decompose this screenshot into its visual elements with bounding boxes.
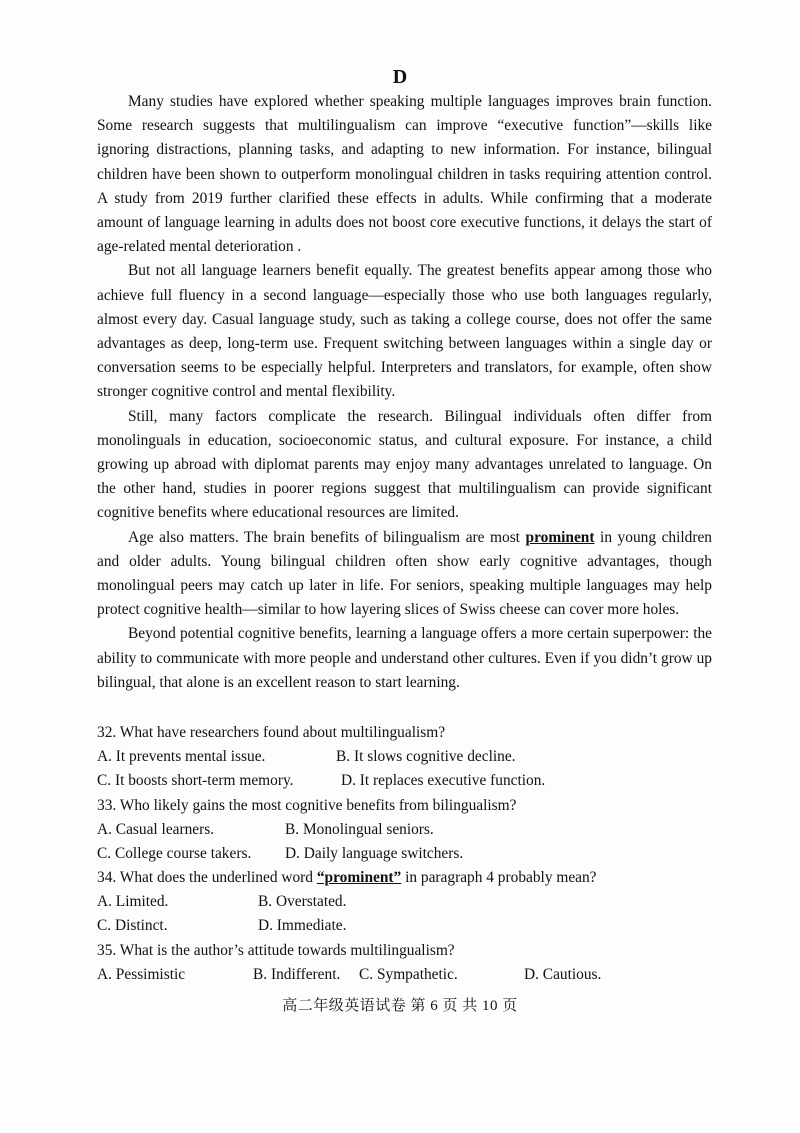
option-c: C. College course takers. [97, 845, 252, 862]
underlined-word: prominent [525, 528, 595, 546]
option-d: D. Cautious. [524, 966, 602, 983]
option-c: C. Distinct. [97, 917, 168, 934]
question-stem: 35. What is the author’s attitude towards multilingualism? [97, 942, 455, 959]
passage-paragraph-3: Still, many factors complicate the research. Bilingual individuals often differ from monolinguals in education, socioeconomic status, and cultural exposure. For instance, a child growing up abroad with diplomat parents may enjoy many advantages unrelated to language. On the other hand, studies in poorer regions suggest that multilingualism can provide significant cognitive benefits where educational resources are limited. [97, 407, 712, 522]
passage-paragraph-5: Beyond potential cognitive benefits, learning a language offers a more certain superpower: the ability to communicate with more people and understand other cultures. Even if you didn’t grow up bilingual, that alone is an excellent reason to start learning. [97, 625, 712, 691]
passage-paragraph-1: Many studies have explored whether speaking multiple languages improves brain function. Some research suggests that multilingualism can improve “executive function”—skills like ignoring distractions, planning tasks, and adapting to new information. For instance, bilingual children have been shown to outperform monolingual children in tasks requiring attention control. A study from 2019 further clarified these effects in adults. While confirming that a moderate amount of language learning in adults does not boost core executive functions, it delays the start of age-related mental deterioration . [97, 93, 712, 256]
option-a: A. Casual learners. [97, 821, 215, 838]
option-b: B. Monolingual seniors. [285, 821, 434, 838]
paragraph-4-text-start: Age also matters. The brain benefits of bilingualism are most [128, 528, 526, 546]
option-d: D. Immediate. [258, 917, 347, 934]
reading-passage [97, 90, 712, 695]
option-d: D. Daily language switchers. [285, 845, 464, 862]
option-c: C. Sympathetic. [359, 966, 458, 983]
stem-end: in paragraph 4 probably mean? [401, 869, 597, 886]
stem-start: 34. What does the underlined word [97, 869, 317, 886]
question-stem: 33. Who likely gains the most cognitive benefits from bilingualism? [97, 797, 517, 814]
stem-underlined-word: “prominent” [316, 869, 402, 886]
option-a: A. It prevents mental issue. [97, 748, 266, 765]
question-stem: 32. What have researchers found about multilingualism? [97, 724, 446, 741]
option-b: B. Overstated. [258, 893, 347, 910]
option-c: C. It boosts short-term memory. [97, 772, 294, 789]
option-d: D. It replaces executive function. [341, 772, 546, 789]
option-a: A. Limited. [97, 893, 169, 910]
option-b: B. Indifferent. [253, 966, 341, 983]
passage-paragraph-2: But not all language learners benefit equally. The greatest benefits appear among those who achieve full fluency in a second language—especially those who use both languages regularly, almost every day. Casual language study, such as taking a college course, does not offer the same advantages as deep, long-term use. Frequent switching between languages within a single day or conversation seems to be especially helpful. Interpreters and translators, for example, often show stronger cognitive control and mental flexibility. [97, 262, 712, 401]
page-footer: 高二年级英语试卷 第 6 页 共 10 页 [282, 998, 518, 1014]
question-stem [97, 866, 597, 890]
section-title: D [392, 66, 408, 88]
option-b: B. It slows cognitive decline. [336, 748, 516, 765]
passage-paragraph-4 [97, 526, 712, 623]
option-a: A. Pessimistic [97, 966, 186, 983]
paragraph-4-text-end: in young children and older adults. Young bilingual children often show early cognitive advantages, though monolingual peers may catch up later in life. For seniors, speaking multiple languages may help protect cognitive health—similar to how layering slices of Swiss cheese can cover more holes. [97, 528, 713, 619]
